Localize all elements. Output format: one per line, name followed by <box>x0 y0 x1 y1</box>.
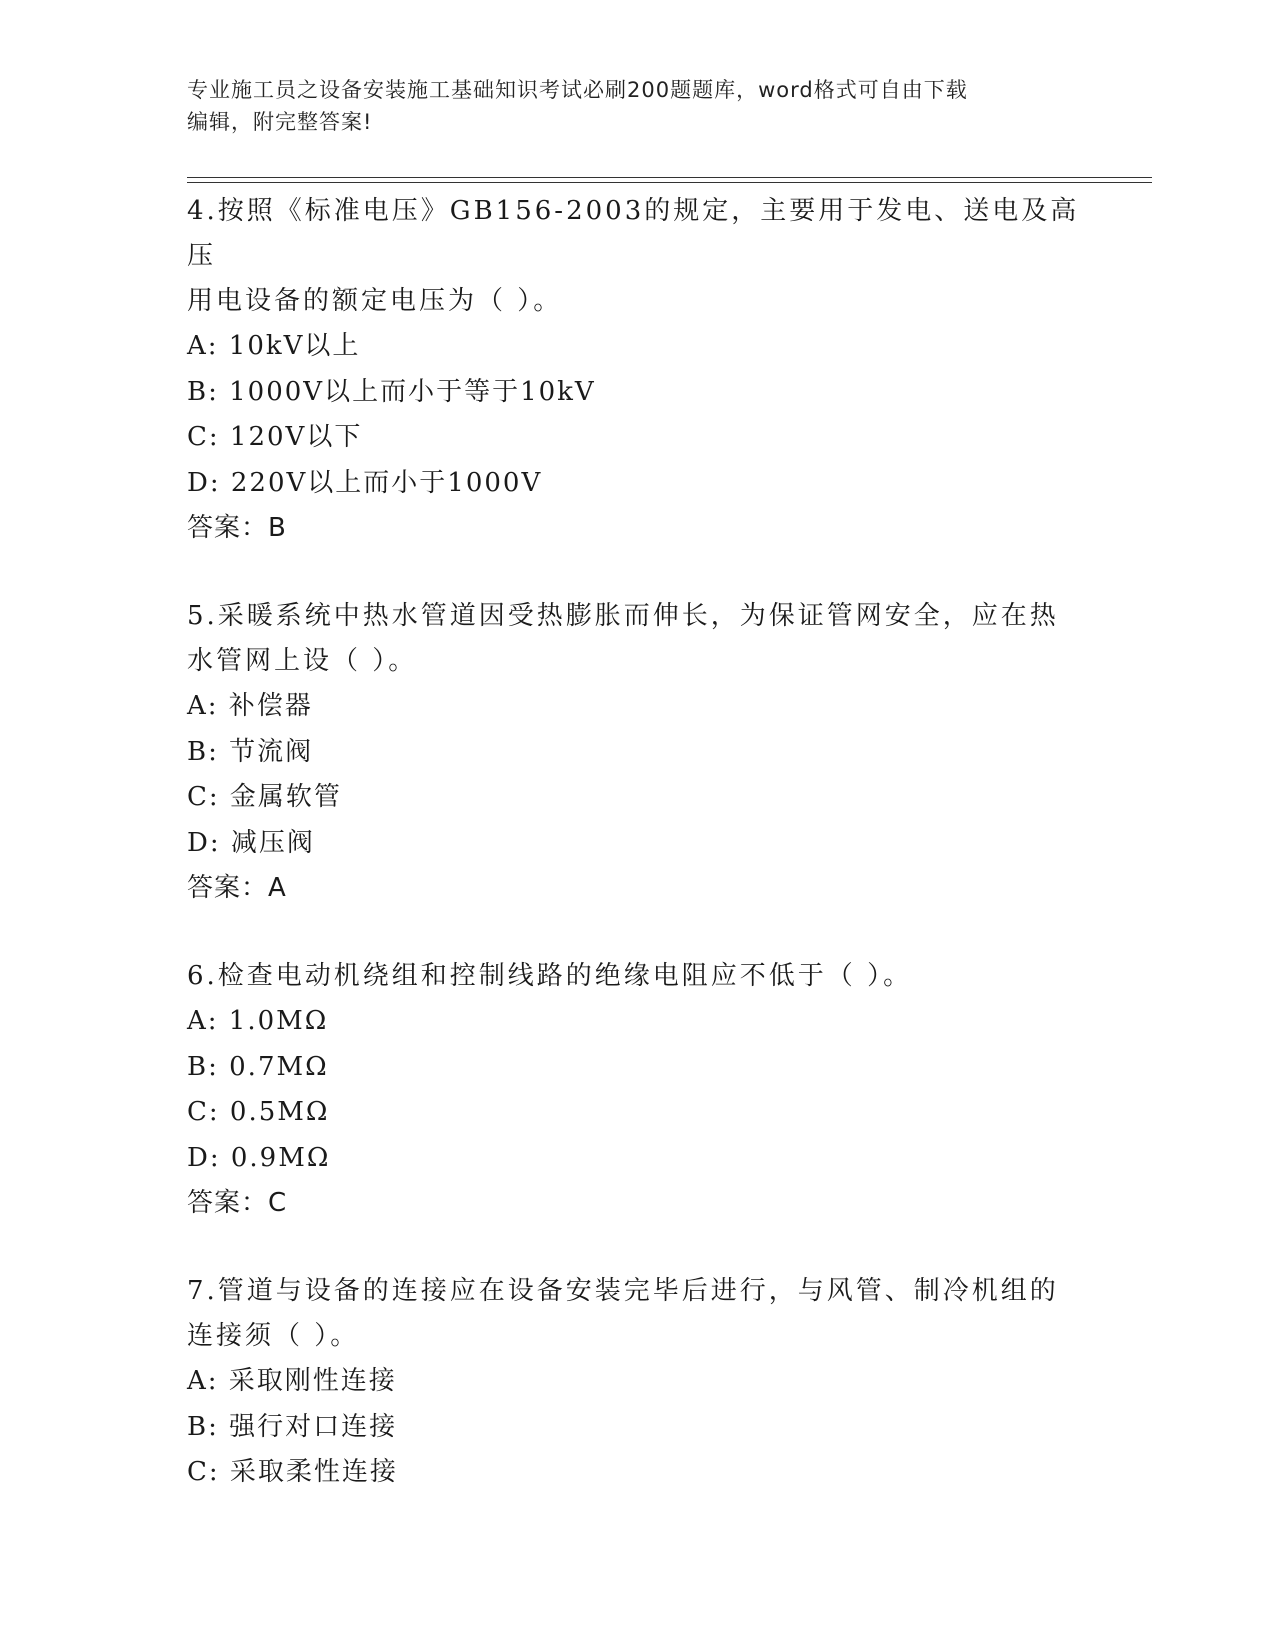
header-divider-bottom <box>187 182 1152 183</box>
question-7 <box>187 1269 1087 1496</box>
question-6 <box>187 954 1087 1226</box>
question-stem <box>187 1269 1087 1359</box>
option-b: B: 节流阀 <box>187 736 314 767</box>
option-d: D: 减压阀 <box>187 827 315 858</box>
question-stem-line-1: 5.采暖系统中热水管道因受热膨胀而伸长，为保证管网安全，应在热 <box>187 601 1059 631</box>
header-line-2: 编辑，附完整答案! <box>187 110 373 134</box>
option-a: A: 采取刚性连接 <box>187 1366 397 1396</box>
question-stem-line-2: 连接须（ ）。 <box>187 1321 360 1351</box>
question-stem <box>187 189 1087 324</box>
question-stem-line-2: 用电设备的额定电压为（ ）。 <box>187 286 563 316</box>
option-c: C: 采取柔性连接 <box>187 1457 398 1487</box>
question-stem <box>187 594 1087 684</box>
option-a: A: 1.0MΩ <box>187 1006 329 1036</box>
option-b: B: 强行对口连接 <box>187 1411 398 1442</box>
question-5 <box>187 594 1087 911</box>
header-line-1: 专业施工员之设备安装施工基础知识考试必刷200题题库，word格式可自由下载 <box>187 78 968 102</box>
answer-label: 答案：A <box>187 873 287 903</box>
answer-label: 答案：C <box>187 1188 288 1218</box>
question-stem-line-1: 6.检查电动机绕组和控制线路的绝缘电阻应不低于（ ）。 <box>187 961 913 991</box>
question-stem-line-1: 7.管道与设备的连接应在设备安装完毕后进行，与风管、制冷机组的 <box>187 1276 1059 1306</box>
document-header <box>187 74 1067 138</box>
option-c: C: 120V以下 <box>187 422 363 452</box>
option-a: A: 补偿器 <box>187 691 313 721</box>
option-c: C: 0.5MΩ <box>187 1097 330 1127</box>
question-list <box>187 189 1087 1539</box>
question-4 <box>187 189 1087 551</box>
option-b: B: 1000V以上而小于等于10kV <box>187 376 596 407</box>
option-d: D: 220V以上而小于1000V <box>187 467 543 498</box>
option-d: D: 0.9MΩ <box>187 1142 331 1173</box>
option-c: C: 金属软管 <box>187 782 342 812</box>
question-stem-line-2: 水管网上设（ ）。 <box>187 646 418 676</box>
answer-label: 答案：B <box>187 513 287 543</box>
header-divider-top <box>187 177 1152 178</box>
question-stem <box>187 954 1087 999</box>
option-a: A: 10kV以上 <box>187 331 361 361</box>
option-b: B: 0.7MΩ <box>187 1051 329 1082</box>
question-stem-line-1: 4.按照《标准电压》GB156-2003的规定，主要用于发电、送电及高压 <box>187 196 1080 271</box>
